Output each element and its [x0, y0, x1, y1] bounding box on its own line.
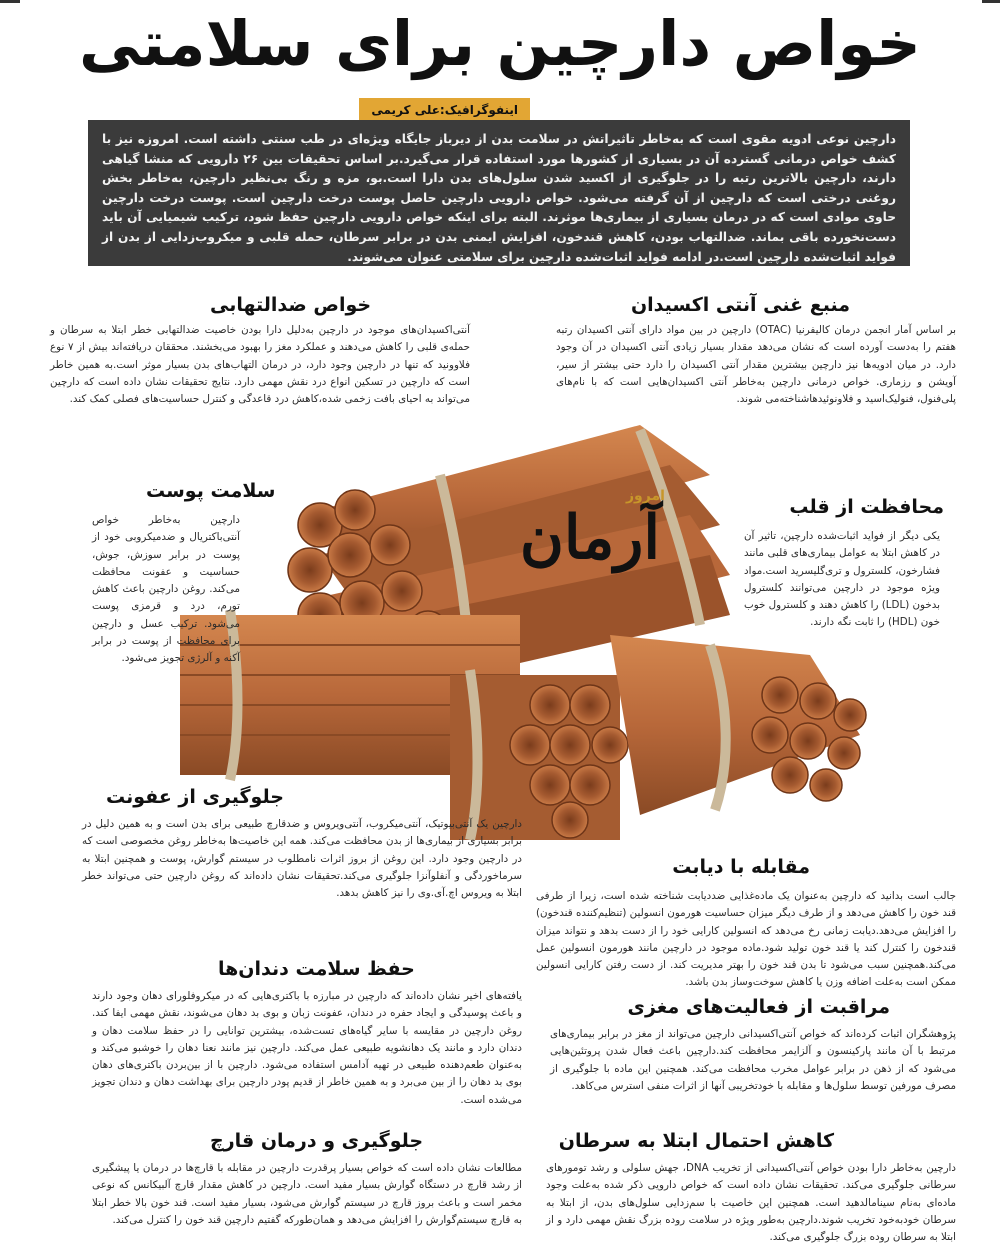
section-title-fungus: جلوگیری و درمان قارچ: [210, 1130, 424, 1152]
corner-rule-right: [982, 0, 1000, 10]
section-body-brain: پژوهشگران اثبات کرده‌اند که خواص آنتی‌اکسیدانی دارچین می‌تواند از مغز در برابر بیماری‌های مرتبط با آن مانند پارکینسون و آلزایمر محافظت کند.دارچین باعث فعال شدن پروتئین‌هایی می‌شود که از ذهن در برابر عوامل مخرب محافظت می‌کند. همچنین این ماده با جلوگیری از مصرف مورفین توسط سلول‌ها و مقابله با خودتخریبی آنها از اثرات منفی استرس می‌کاهد.: [550, 1028, 956, 1092]
corner-rule-left: [0, 0, 20, 10]
section-body-infection: دارچین یک آنتی‌بیوتیک، آنتی‌میکروب، آنتی‌ویروس و ضدقارچ طبیعی برای بدن است و به همین دلیل در برابر بسیاری از بیماری‌ها از بدن محافظت می‌کند. همه این خاصیت‌ها به‌خاطر روغن مخصوصی است که در دارچین وجود دارد. این روغن از بروز اثرات نامطلوب در سیستم گوارش، پوست و همچنین ابتلا به سرماخوردگی و آنفلوآنزا جلوگیری می‌کند.تحقیقات نشان داده‌اند که روغن دارچین حتی می‌تواند خطر ابتلا به ویروس اچ.آی.وی را نیز کاهش بدهد.: [82, 818, 522, 900]
section-title-teeth: حفظ سلامت دندان‌ها: [218, 958, 415, 980]
section-title-diabetes: مقابله با دیابت: [672, 856, 810, 878]
section-body-fungus: مطالعات نشان داده است که خواص بسیار پرقدرت دارچین در مقابله با قارچ‌ها در درمان یا پیشگیری از رشد قارچ در دستگاه گوارش بسیار مفید است. دارچین در کاهش مقدار قارچ آلبیکانس که نوعی مخمر است و باعث بروز قارچ در سیستم گوارش می‌شود، بسیار مفید است. قند خون بالا خطر ابتلا به قارچ سیستم‌گوارش را افزایش می‌دهد و همان‌طورکه گفتیم دارچین قند خون را کنترل می‌کند.: [92, 1162, 522, 1226]
section-body-cancer: دارچین به‌خاطر دارا بودن خواص آنتی‌اکسیدانی از تخریب DNA، جهش سلولی و رشد تومورهای سرطانی جلوگیری می‌کند. تحقیقات نشان داده است که خواص دارویی ذکر شده به‌علت وجود ماده‌ای به‌نام سینامالدهید است. همچنین این خاصیت با سم‌زدایی سلول‌های بدن، از ابتلا به سرطان خودبه‌خود تخریب شوند.دارچین به‌طور ویژه در سلامت روده بزرگ نقش مهمی دارد و از ابتلا به سرطان روده بزرگ جلوگیری می‌کند.: [546, 1162, 956, 1244]
section-title-cancer: کاهش احتمال ابتلا به سرطان: [558, 1130, 834, 1152]
section-body-heart: یکی دیگر از فواید اثبات‌شده دارچین، تاثیر آن در کاهش ابتلا به عوامل بیماری‌های قلبی مانند فشارخون، کلسترول و تری‌گلیسرید است.مواد ویژه موجود در دارچین می‌توانند کلسترول بدخون (LDL) را کاهش دهند و کلسترول خوب خون (HDL) را ثابت نگه دارند.: [744, 530, 941, 629]
bottom-middle-bundle: [450, 670, 628, 840]
infographic-credit: اینفوگرافیک:علی کریمی: [359, 98, 530, 122]
logo-sub-text: امروز: [626, 488, 665, 504]
section-body-anti-inflammatory: آنتی‌اکسیدان‌های موجود در دارچین به‌دلیل دارا بودن خاصیت ضدالتهابی خطر ابتلا به سرطان و حمله‌ی قلبی را کاهش می‌دهند و عملکرد مغز را بهبود می‌بخشند. محققان دریافته‌اند بیش از ۷ نوع فلاوونید که تنها در دارچین وجود دارد، در درمان التهاب‌های بدن بسیار موثر است.به همین خاطر است که دارچین در تسکین انواع درد نقش مهمی دارد. نتایج تحقیقات نشان داده است که دارچین می‌تواند به احیای بافت زخمی شده،کاهش درد قاعدگی و کنترل حساسیت‌های فصلی کمک کند.: [50, 324, 470, 406]
section-body-skin: دارچین به‌خاطر خواص آنتی‌باکتریال و ضدمیکروبی خود از پوست در برابر سوزش، جوش، حساسیت و عفونت محافظت می‌کند. روغن دارچین باعث کاهش تورم، درد و قرمزی پوست می‌شود. ترکیب عسل و دارچین برای محافظت از پوست در برابر آکنه و آلرژی تجویز می‌شود.: [92, 514, 240, 665]
section-title-antioxidant: منبع غنی آنتی اکسیدان: [630, 294, 850, 316]
bottom-right-bundle: [610, 635, 866, 815]
section-title-brain: مراقبت از فعالیت‌های مغزی: [627, 996, 890, 1018]
section-body-diabetes: جالب است بدانید که دارچین به‌عنوان یک ماده‌غذایی ضددیابت شناخته شده است، زیرا از طرفی قند خون را کاهش می‌دهد و از طرف دیگر میزان حساسیت هورمون انسولین (تنظیم‌کننده قندخون) را افزایش می‌دهد.دیابت زمانی رخ می‌دهد که انسولین کارایی خود را از دست بدهد و نتواند میزان قندخون را کنترل کند یا قند خون تولید شود.ماده موجود در دارچین مانند هورمون انسولین عمل می‌کند.همچنین سبب می‌شود تا بدن قند خون را بهتر مدیریت کند. از دست رفتن کارایی انسولین ممکن است به‌علت اضافه وزن یا کاهش سوخت‌وساز بدن باشد.: [536, 890, 956, 989]
intro-text: دارچین نوعی ادویه مقوی است که به‌خاطر تاثیراتش در سلامت بدن از دیرباز جایگاه ویژه‌ای در طب سنتی داشته است. امروزه نیز با کشف خواص درمانی گسترده آن در بسیاری از کشورها مورد استفاده قرار می‌گیرد.بر اساس تحقیقات بین ۲۶ دارویی که منشا گیاهی دارند، دارچین بالاترین رتبه را در جلوگیری از اکسید شدن سلول‌های بدن دارا است.بو، مزه و رنگ بی‌نظیر دارچین، به‌خاطر بخش روغنی درختی است که دارچین از آن گرفته می‌شود. خواص دارویی دارچین حاصل پوست درخت دارچین است. پوست درخت دارچین حاوی موادی است که در درمان بسیاری از بیماری‌ها موثرند. البته برای اینکه خواص دارویی دارچین حفظ شود، ترکیب شیمیایی آن باید دست‌نخورده باقی بماند. ضدالتهاب بودن، کاهش قندخون، افزایش ایمنی بدن در برابر سرطان، حمله قلبی و میکروب‌زدایی از بدن از فواید اثبات‌شده دارچین است.در ادامه فواید اثبات‌شده دارچین برای سلامتی عنوان می‌شوند.: [102, 132, 896, 264]
intro-box: [88, 120, 910, 266]
section-body-antioxidant: بر اساس آمار انجمن درمان کالیفرنیا (OTAC) دارچین در بین مواد دارای آنتی اکسیدان رتبه هفتم را به‌دست آورده است که نشان می‌دهد مقدار بسیار زیادی آنتی اکسیدان در آن وجود دارد. در میان ادویه‌ها نیز دارچین بیشترین مقدار آنتی اکسیدان را دارد حتی بیشتر از سیر، آویشن و رزماری. خواص درمانی دارچین به‌خاطر آنتی اکسیدان‌هایی است که با نام‌های پلی‌فنول، فنولیک‌اسید و فلاونوئیدهاشناخته‌می شوند.: [556, 324, 957, 406]
section-title-skin: سلامت پوست: [146, 480, 276, 502]
section-title-heart: محافظت از قلب: [789, 496, 944, 518]
section-title-anti-inflammatory: خواص ضدالتهابی: [210, 294, 372, 316]
section-body-teeth: یافته‌های اخیر نشان داده‌اند که دارچین در مبارزه با باکتری‌هایی که در میکروفلورای دهان وجود دارند و باعث پوسیدگی و ایجاد حفره در دندان، عفونت زبان و بوی بد دهان می‌شوند، نقش مهمی ایفا کند. روغن دارچین در مقایسه با سایر گیاه‌های تست‌شده، بیشترین توانایی را در حفظ سلامت دهان و دندان دارد و مانند یک دهانشویه طبیعی عمل می‌کند. دارچین نیز مانند نعنا دهان را خوشبو می‌کند و به‌عنوان طعم‌دهنده طبیعی در تهیه آدامس استفاده می‌شود. دارچین با از بین‌بردن باکتری‌های دهان بوی بد دهان را از بین می‌برد و به همین خاطر از قدیم پودر دارچین برای بهداشت دهان و دندان تجویز می‌شده است.: [92, 990, 522, 1106]
logo-main-text: آرمان: [519, 503, 660, 573]
page-title: خواص دارچین برای سلامتی: [79, 7, 921, 80]
newspaper-logo: [519, 488, 665, 583]
section-title-infection: جلوگیری از عفونت: [106, 786, 284, 808]
